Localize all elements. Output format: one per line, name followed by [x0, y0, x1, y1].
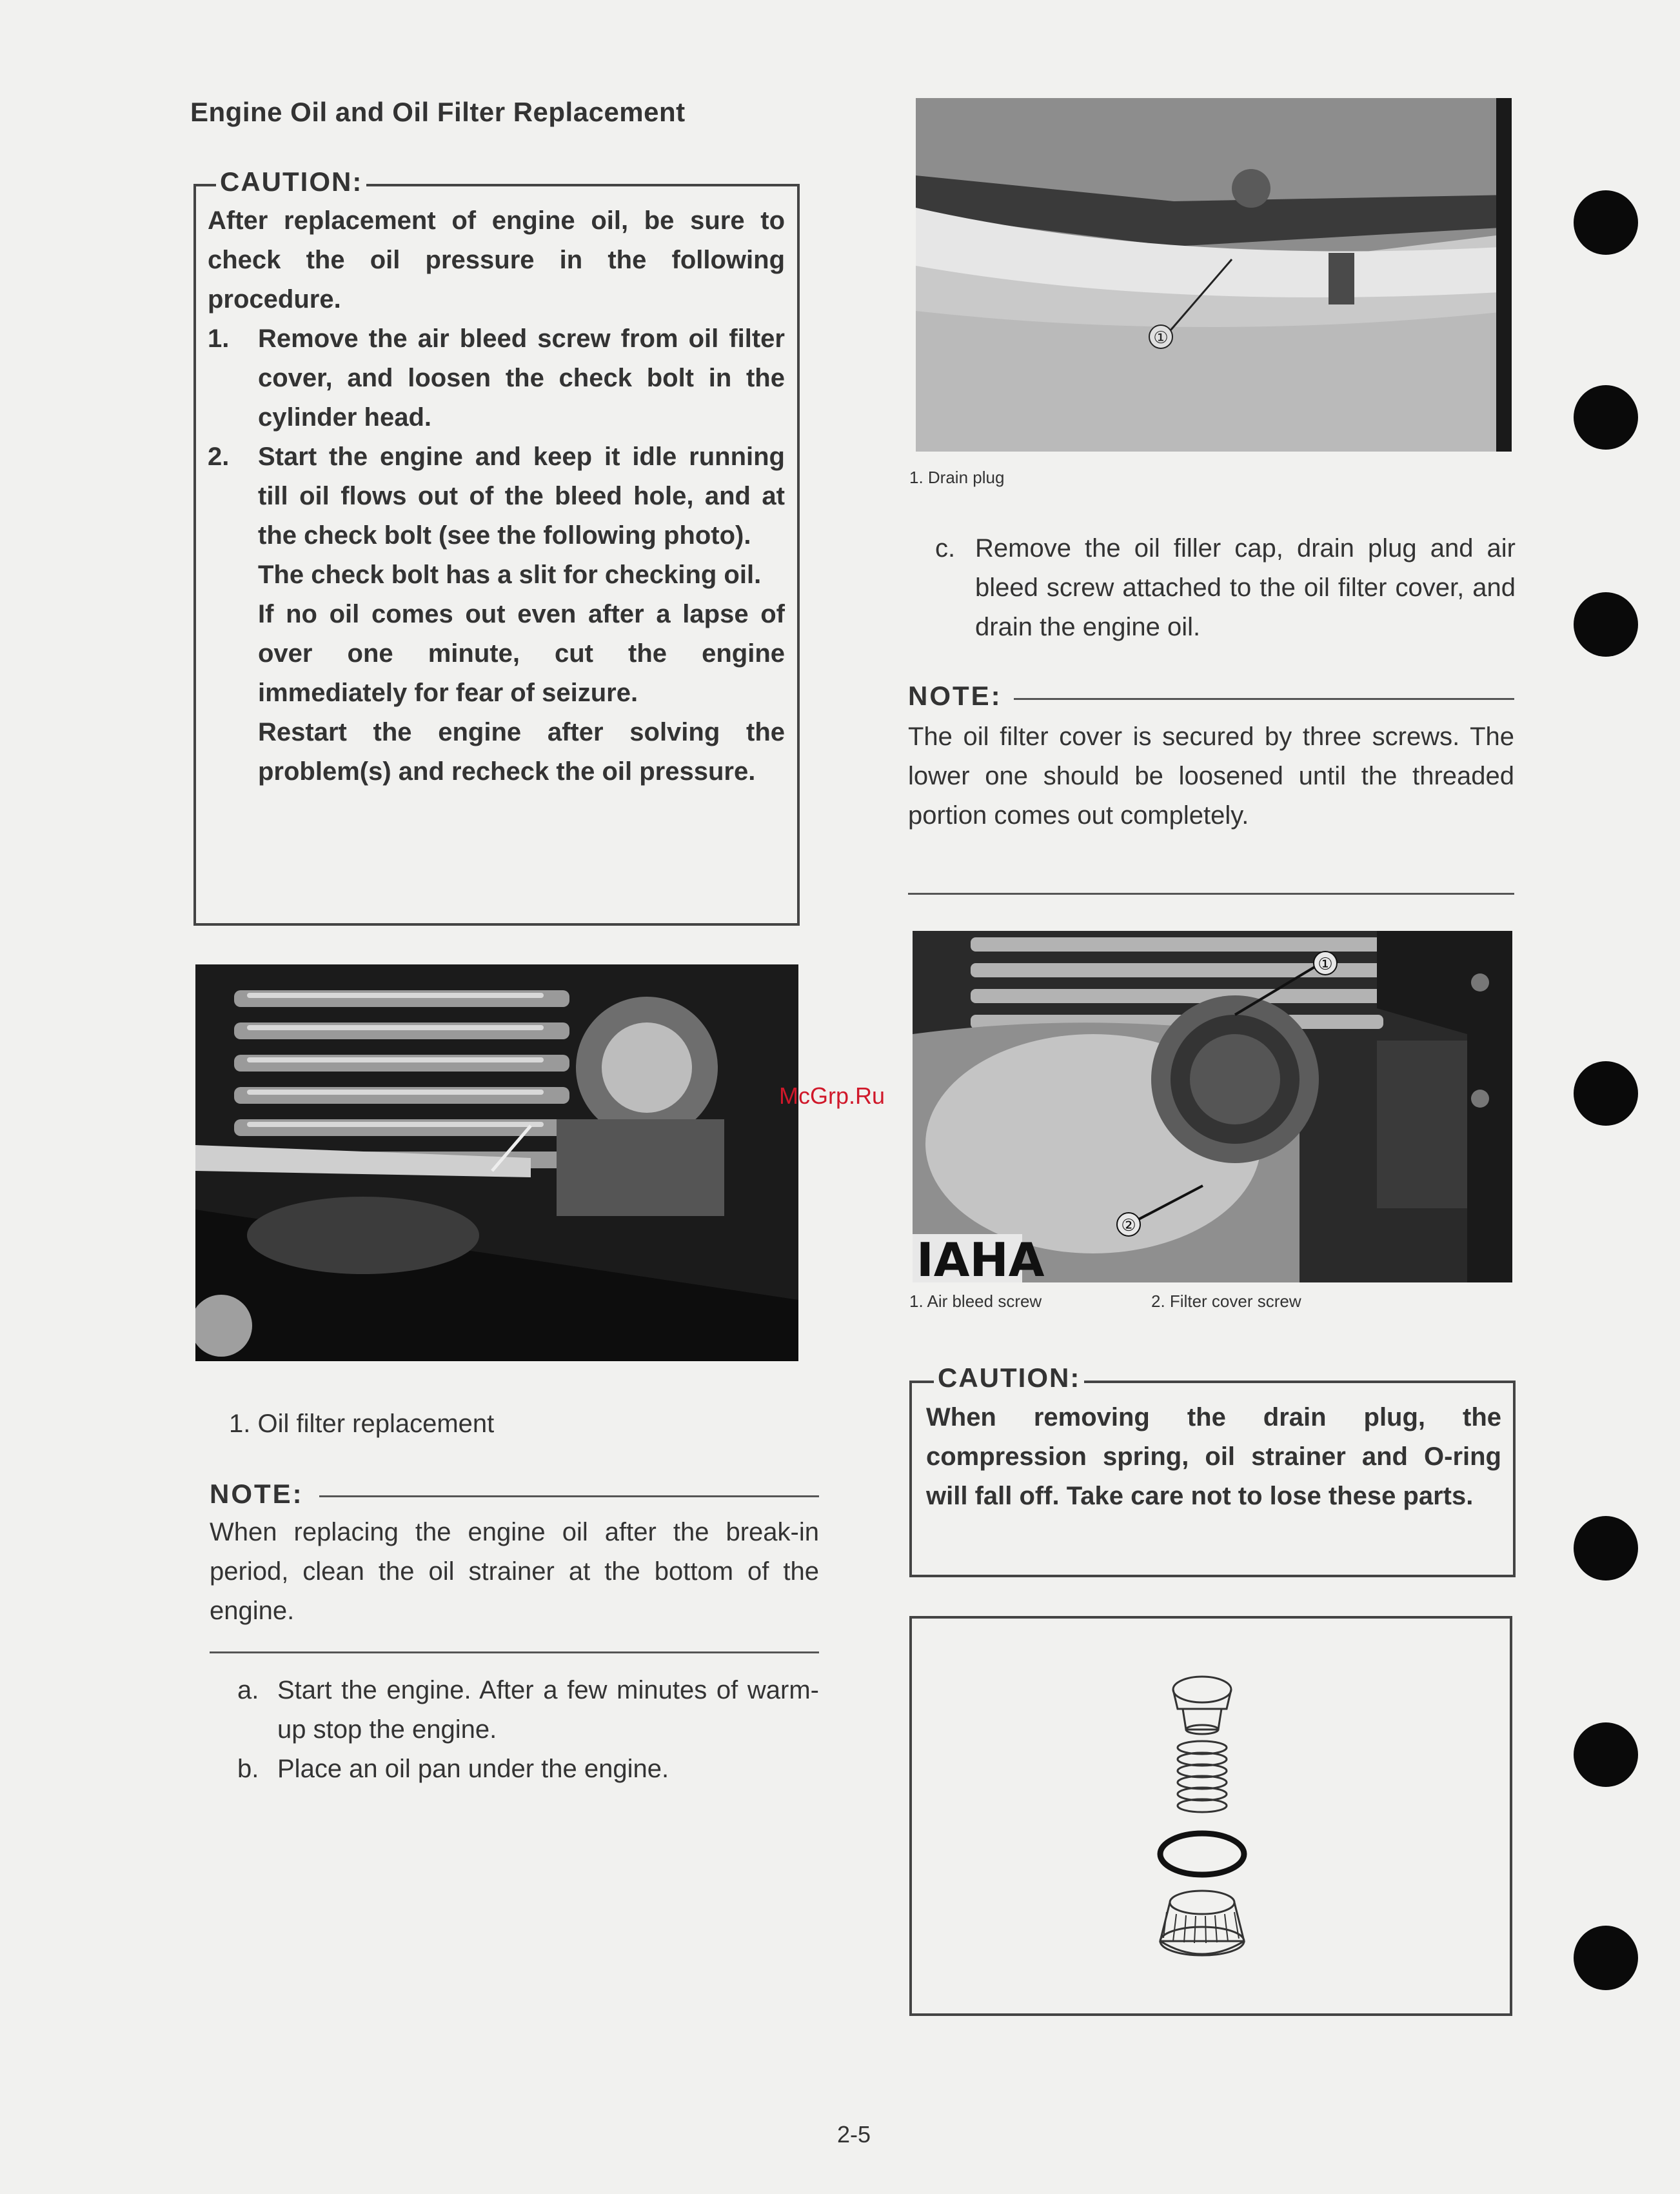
parts-diagram-box — [909, 1616, 1512, 2016]
photo2-callout: ① — [1153, 328, 1169, 348]
watermark: McGrp.Ru — [779, 1082, 885, 1109]
caution-label-right: CAUTION: — [934, 1362, 1084, 1393]
binder-hole-7 — [1574, 1926, 1638, 1990]
photo3-caption-1: 1. Air bleed screw — [909, 1291, 1042, 1311]
photo-filter-cover — [913, 931, 1512, 1282]
photo3-caption-2: 2. Filter cover screw — [1151, 1291, 1301, 1311]
caution-item-1: 1. Remove the air bleed screw from oil filter cover, and loosen the check bolt in the cylinder head. — [208, 324, 785, 432]
drain-plug-part — [1173, 1677, 1231, 1734]
note-text-left: When replacing the engine oil after the break-in period, clean the oil strainer at the bottom of the engine. — [210, 1518, 819, 1625]
o-ring-part — [1160, 1833, 1244, 1875]
photo-drain-plug — [916, 98, 1512, 452]
note-label-right: NOTE: — [908, 681, 1002, 711]
binder-hole-3 — [1574, 592, 1638, 657]
parts-diagram — [912, 1619, 1510, 2013]
binder-hole-1 — [1574, 190, 1638, 255]
compression-spring-part — [1178, 1741, 1227, 1812]
oil-strainer-part — [1160, 1891, 1244, 1955]
caution-label: CAUTION: — [216, 166, 366, 197]
steps-left — [237, 1671, 819, 1789]
note-rule-bottom-right — [908, 893, 1514, 895]
photo3-callout-2: ② — [1121, 1216, 1136, 1235]
note-text-right: The oil filter cover is secured by three screws. The lower one should be loosened until the threaded portion comes out completely. — [908, 723, 1514, 830]
photo1-caption: 1. Oil filter replacement — [229, 1410, 495, 1438]
caution-intro: After replacement of engine oil, be sure to check the oil pressure in the following procedure. — [208, 206, 785, 314]
note-label-left: NOTE: — [210, 1479, 304, 1509]
caution-text-right: When removing the drain plug, the compression spring, oil strainer and O-ring will fall off. Take care not to lose these parts. — [926, 1403, 1501, 1510]
caution-text — [208, 201, 785, 792]
note-rule-bottom-left — [210, 1651, 819, 1653]
photo-oil-filter-replacement — [195, 964, 798, 1361]
photo3-callout-1: ① — [1318, 955, 1333, 974]
note-rule-top-left — [319, 1495, 819, 1497]
step-b: b. Place an oil pan under the engine. — [237, 1755, 669, 1783]
photo3-brand: IAHA — [916, 1233, 1045, 1282]
caution-extra-1: The check bolt has a slit for checking oil. — [258, 561, 762, 589]
binder-hole-5 — [1574, 1516, 1638, 1581]
section-title: Engine Oil and Oil Filter Replacement — [190, 97, 686, 127]
caution-extra-2: If no oil comes out even after a lapse of over one minute, cut the engine immediately for fear of seizure. — [258, 600, 785, 707]
step-a: a. Start the engine. After a few minutes of warm-up stop the engine. — [237, 1676, 819, 1744]
step-c: c. Remove the oil filler cap, drain plug and air bleed screw attached to the oil filter cover, and drain the engine oil. — [935, 534, 1516, 641]
binder-hole-6 — [1574, 1722, 1638, 1787]
photo2-caption: 1. Drain plug — [909, 468, 1005, 487]
caution-extra-3: Restart the engine after solving the problem(s) and recheck the oil pressure. — [258, 718, 785, 786]
binder-hole-2 — [1574, 385, 1638, 450]
binder-hole-4 — [1574, 1061, 1638, 1126]
note-rule-top-right — [1014, 698, 1514, 700]
page-number: 2-5 — [837, 2121, 871, 2148]
caution-item-2: 2. Start the engine and keep it idle running till oil flows out of the bleed hole, and at the check bolt (see the following photo). — [208, 443, 785, 550]
step-c-wrap — [935, 529, 1516, 647]
